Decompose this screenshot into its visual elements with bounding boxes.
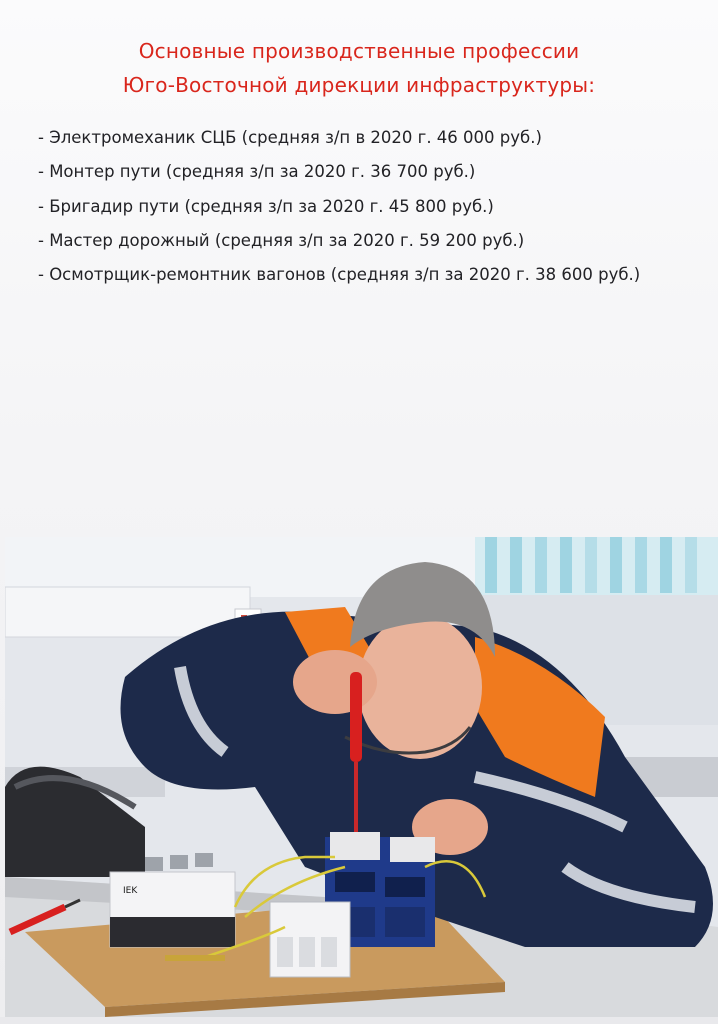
profession-item: - Монтер пути (средняя з/п за 2020 г. 36 700 руб.) [38, 162, 476, 182]
device-brand: IEK [123, 886, 138, 896]
window-blinds [475, 537, 718, 599]
title-line-1: Основные производственные профессии [138, 39, 580, 63]
profession-item: - Осмотрщик-ремонтник вагонов (средняя з/п за 2020 г. 38 600 руб.) [38, 265, 641, 285]
page-bottom-edge [0, 1017, 718, 1024]
page-title [0, 34, 718, 102]
profession-item: - Мастер дорожный (средняя з/п за 2020 г. 59 200 руб.) [38, 230, 525, 250]
profession-item: - Бригадир пути (средняя з/п за 2020 г. 45 800 руб.) [38, 196, 494, 216]
professions-list [38, 121, 640, 292]
terminal-strip [165, 955, 225, 961]
title-line-2: Юго-Восточной дирекции инфраструктуры: [122, 73, 596, 97]
profession-item: - Электромеханик СЦБ (средняя з/п в 2020 г. 46 000 руб.) [38, 128, 542, 147]
head [358, 615, 482, 759]
worker-photo [5, 537, 718, 1017]
left-hand [293, 650, 377, 714]
circuit-breakers [270, 902, 350, 977]
